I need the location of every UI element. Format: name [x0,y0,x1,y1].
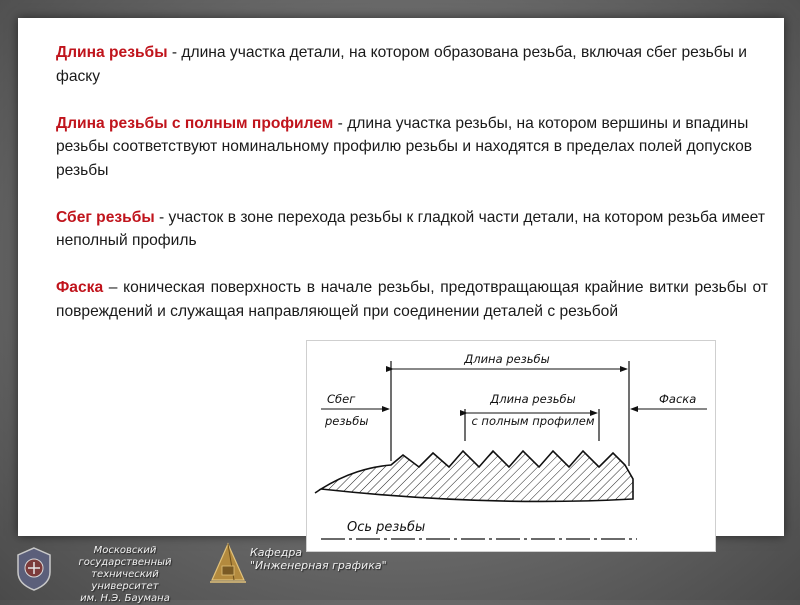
label-runout-1: Сбег [327,392,356,406]
thread-section [321,451,633,501]
definition-text: длина участка резьбы, на котором вершины и впадины резьбы соответствуют номинальному профилю резьбы и находятся в пределах полей допусков резьбы [56,114,753,179]
definition-text: длина участка детали, на котором образована резьба, включая сбег резьбы и фаску [56,44,747,85]
label-chamfer: Фаска [659,392,697,406]
university-name: Московский государственный технический университет им. Н.Э. Баумана [78,545,172,604]
term: Сбег резьбы [56,208,155,226]
term: Фаска [56,279,104,296]
definition-text: коническая поверхность в начале резьбы, предотвращающая крайние витки резьбы от повреждений и служащая направляющей при соединении деталей с резьбой [56,279,768,320]
footer [0,536,800,604]
definition-text: участок в зоне перехода резьбы к гладкой части детали, на котором резьба имеет неполный профиль [56,208,765,249]
definitions [56,41,768,347]
department-name: Кафедра "Инженерная графика" [250,546,387,572]
definition-runout: Сбег резьбы - участок в зоне перехода резьбы к гладкой части детали, на котором резьба имеет неполный профиль [56,208,765,249]
university-logo [14,546,54,592]
department-logo [208,542,248,586]
label-thread-length: Длина резьбы [464,352,550,366]
definition-full-profile: Длина резьбы с полным профилем - длина участка резьбы, на котором вершины и впадины резьбы соответствуют номинальному профилю резьбы и находятся в пределах полей допусков резьбы [56,114,753,179]
break-line [315,489,321,493]
definition-thread-length: Длина резьбы - длина участка детали, на котором образована резьба, включая сбег резьбы и фаску [56,44,747,85]
term: Длина резьбы с полным профилем [56,114,334,132]
label-runout-2: резьбы [325,414,369,428]
thread-drawing [307,341,715,551]
thread-diagram [306,340,716,552]
term: Длина резьбы [56,44,168,61]
label-axis: Ось резьбы [347,520,426,535]
label-full-2: с полным профилем [471,414,595,428]
definition-chamfer: Фаска – коническая поверхность в начале резьбы, предотвращающая крайние витки резьбы от повреждений и служащая направляющей при соединении деталей с резьбой [56,279,768,320]
label-full-1: Длина резьбы [490,392,576,406]
